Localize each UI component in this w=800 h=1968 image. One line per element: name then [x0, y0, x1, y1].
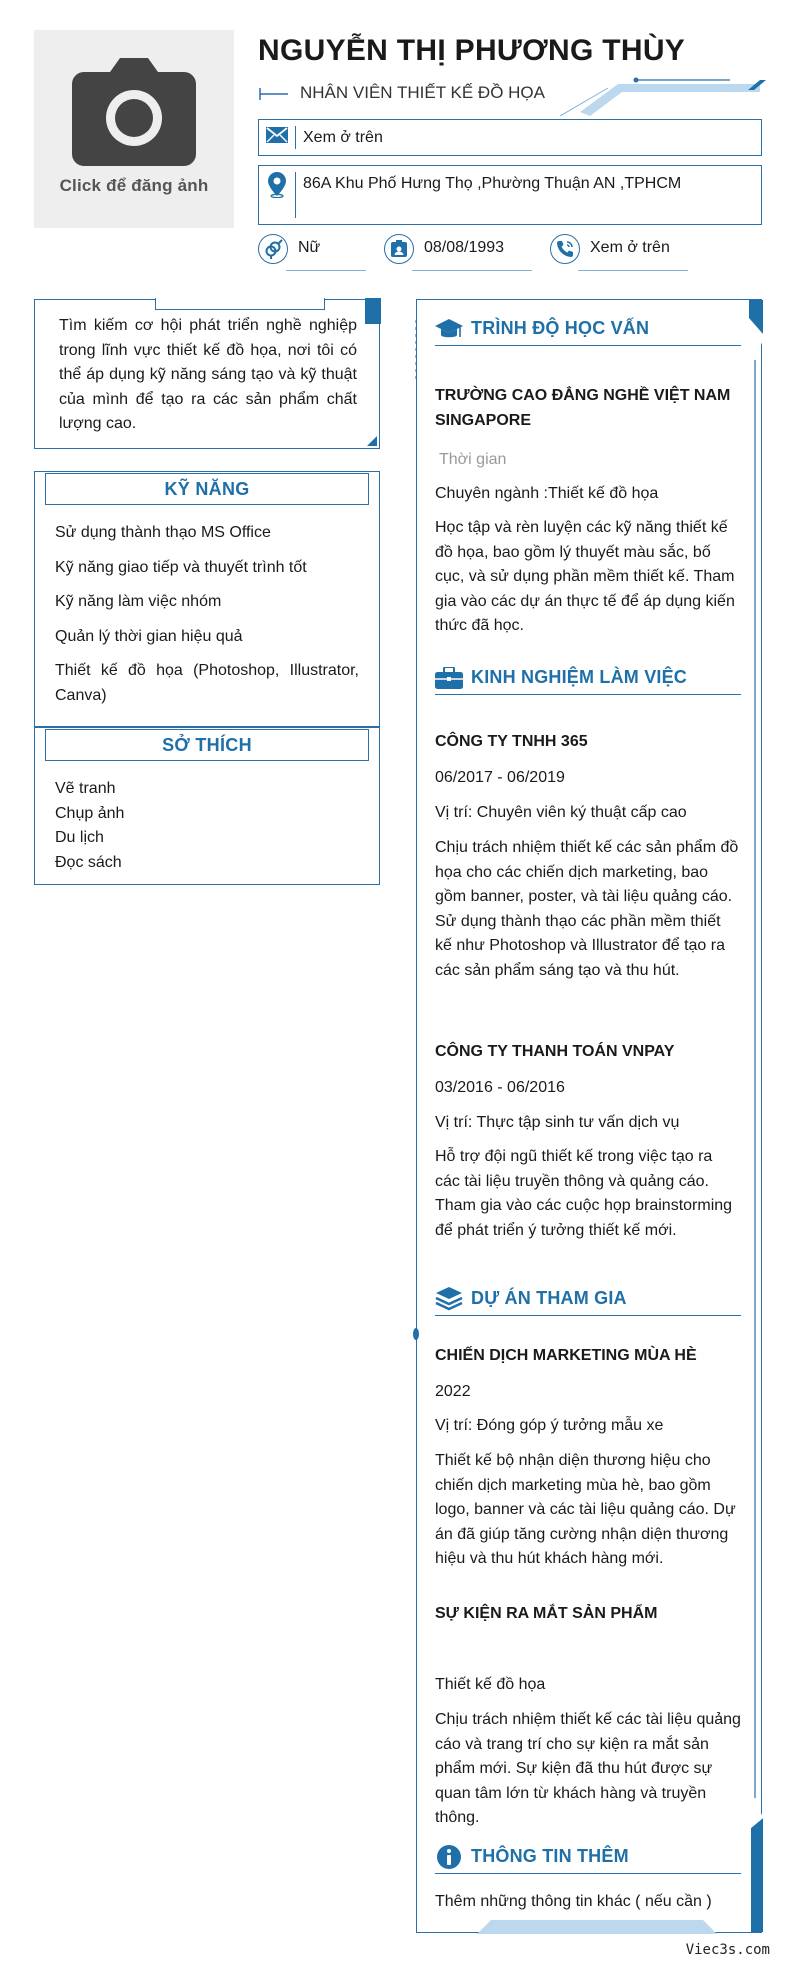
- position-title: NHÂN VIÊN THIẾT KẾ ĐỒ HỌA: [300, 83, 545, 102]
- job-role: Vị trí: Thực tập sinh tư vấn dịch vụ: [435, 1114, 680, 1131]
- project-desc: Thiết kế bộ nhận diện thương hiệu cho chiến dịch marketing mùa hè, bao gồm logo, banner và các tài liệu quảng cáo. Dự án đã giúp tăng cường nhận diện thương hiệu và thu hút khách hàng mới.: [435, 1452, 736, 1567]
- hobby-item[interactable]: Chụp ảnh: [55, 804, 125, 822]
- phone-value: Xem ở trên: [590, 239, 670, 256]
- graduation-cap-icon: [435, 317, 463, 341]
- project-role: Vị trí: Đóng góp ý tưởng mẫu xe: [435, 1417, 664, 1434]
- phone-icon: [555, 239, 575, 259]
- address-field[interactable]: [258, 165, 762, 225]
- skills-section: [34, 471, 380, 727]
- school-name: TRƯỜNG CAO ĐẲNG NGHỀ VIỆT NAM SINGAPORE: [435, 387, 731, 429]
- hobby-item[interactable]: Du lịch: [55, 829, 104, 846]
- skill-item[interactable]: Thiết kế đồ họa (Photoshop, Illustrator, Canva): [55, 662, 359, 704]
- layers-icon: [435, 1286, 463, 1312]
- project-desc: Chịu trách nhiệm thiết kế các tài liệu quảng cáo và trang trí cho sự kiện ra mắt sản phẩm mới. Sự kiện đã thu hút được sự quan tâm lớn từ khách hàng và truyền thông.: [435, 1711, 741, 1826]
- header-decoration: [560, 72, 770, 116]
- phone-field[interactable]: [550, 234, 670, 264]
- main-panel: [416, 299, 762, 1933]
- job-company: CÔNG TY TNHH 365: [435, 733, 588, 750]
- location-pin-icon: [268, 172, 286, 198]
- envelope-icon: [266, 126, 288, 144]
- birthday-field[interactable]: [384, 234, 504, 264]
- education-desc: Học tập và rèn luyện các kỹ năng thiết kế đồ họa, bao gồm lý thuyết màu sắc, bố cục, và sử dụng phần mềm thiết kế. Tham gia vào các dự án thực tế để áp dụng kiến thức đã học.: [435, 519, 735, 634]
- education-header: [435, 312, 741, 346]
- objective-text: Tìm kiếm cơ hội phát triển nghề nghiệp trong lĩnh vực thiết kế đồ họa, nơi tôi có thể áp dụng kỹ năng sáng tạo và kỹ thuật của mình để tạo ra các sản phẩm chất lượng cao.: [59, 317, 357, 432]
- briefcase-icon: [435, 667, 463, 689]
- gender-value: Nữ: [298, 239, 321, 256]
- gender-field[interactable]: [258, 234, 320, 264]
- skill-item[interactable]: Kỹ năng giao tiếp và thuyết trình tốt: [55, 558, 307, 576]
- additional-text[interactable]: Thêm những thông tin khác ( nếu cần ): [435, 1893, 712, 1910]
- email-field[interactable]: [258, 119, 762, 156]
- job-role: Vị trí: Chuyên viên ký thuật cấp cao: [435, 804, 687, 821]
- photo-upload-label: Click để đăng ảnh: [59, 176, 209, 195]
- email-value: Xem ở trên: [303, 129, 383, 146]
- career-objective[interactable]: [34, 299, 380, 449]
- project-role: Thiết kế đồ họa: [435, 1676, 546, 1693]
- experience-title: KINH NGHIỆM LÀM VIỆC: [471, 667, 688, 687]
- camera-icon: [72, 58, 196, 166]
- additional-title: THÔNG TIN THÊM: [471, 1846, 629, 1866]
- hobby-item[interactable]: Vẽ tranh: [55, 780, 116, 797]
- id-card-icon: [390, 240, 408, 258]
- education-title: TRÌNH ĐỘ HỌC VẤN: [471, 318, 650, 338]
- job-period: 03/2016 - 06/2016: [435, 1079, 565, 1096]
- birthday-value: 08/08/1993: [424, 239, 505, 256]
- brand-watermark: Viec3s.com: [685, 1942, 770, 1958]
- skills-title: KỸ NĂNG: [45, 473, 369, 505]
- skill-item[interactable]: Quản lý thời gian hiệu quả: [55, 627, 243, 645]
- info-icon: [436, 1844, 462, 1870]
- education-time[interactable]: Thời gian: [439, 451, 507, 468]
- additional-header: [435, 1840, 741, 1874]
- skill-item[interactable]: Sử dụng thành thạo MS Office: [55, 524, 271, 541]
- candidate-name: NGUYỄN THỊ PHƯƠNG THÙY: [258, 34, 686, 67]
- panel-side-decoration: [745, 300, 763, 1932]
- hobbies-title: SỞ THÍCH: [45, 729, 369, 761]
- panel-bottom-decoration: [477, 1920, 717, 1934]
- job-company: CÔNG TY THANH TOÁN VNPAY: [435, 1043, 675, 1060]
- position-line-decoration: [258, 86, 288, 102]
- job-desc: Hỗ trợ đội ngũ thiết kế trong việc tạo ra các tài liệu truyền thông và quảng cáo. Tham gia vào các cuộc họp brainstorming để phát triển ý tưởng thiết kế mới.: [435, 1148, 733, 1239]
- gender-icon: [263, 239, 283, 259]
- avatar-upload[interactable]: [34, 30, 234, 228]
- hobbies-section: [34, 727, 380, 885]
- hobby-item[interactable]: Đọc sách: [55, 853, 122, 871]
- projects-title: DỰ ÁN THAM GIA: [471, 1288, 627, 1308]
- job-period: 06/2017 - 06/2019: [435, 769, 565, 786]
- address-value: 86A Khu Phố Hưng Thọ ,Phường Thuận AN ,TPHCM: [303, 175, 682, 192]
- job-desc: Chịu trách nhiệm thiết kế các sản phẩm đồ họa cho các chiến dịch marketing, bao gồm banner, poster, và tài liệu quảng cáo. Sử dụng thành thạo các phần mềm thiết kế như Photoshop và Illustrator để tạo ra các sản phẩm sáng tạo và thu hút.: [435, 839, 739, 979]
- projects-header: [435, 1282, 741, 1316]
- panel-left-decoration: [411, 320, 421, 1920]
- education-major: Chuyên ngành :Thiết kế đồ họa: [435, 485, 659, 502]
- project-name: CHIẾN DỊCH MARKETING MÙA HÈ: [435, 1347, 697, 1364]
- project-name: SỰ KIỆN RA MẮT SẢN PHẨM: [435, 1605, 658, 1622]
- skill-item[interactable]: Kỹ năng làm việc nhóm: [55, 593, 222, 610]
- experience-header: [435, 661, 741, 695]
- project-year: 2022: [435, 1383, 471, 1400]
